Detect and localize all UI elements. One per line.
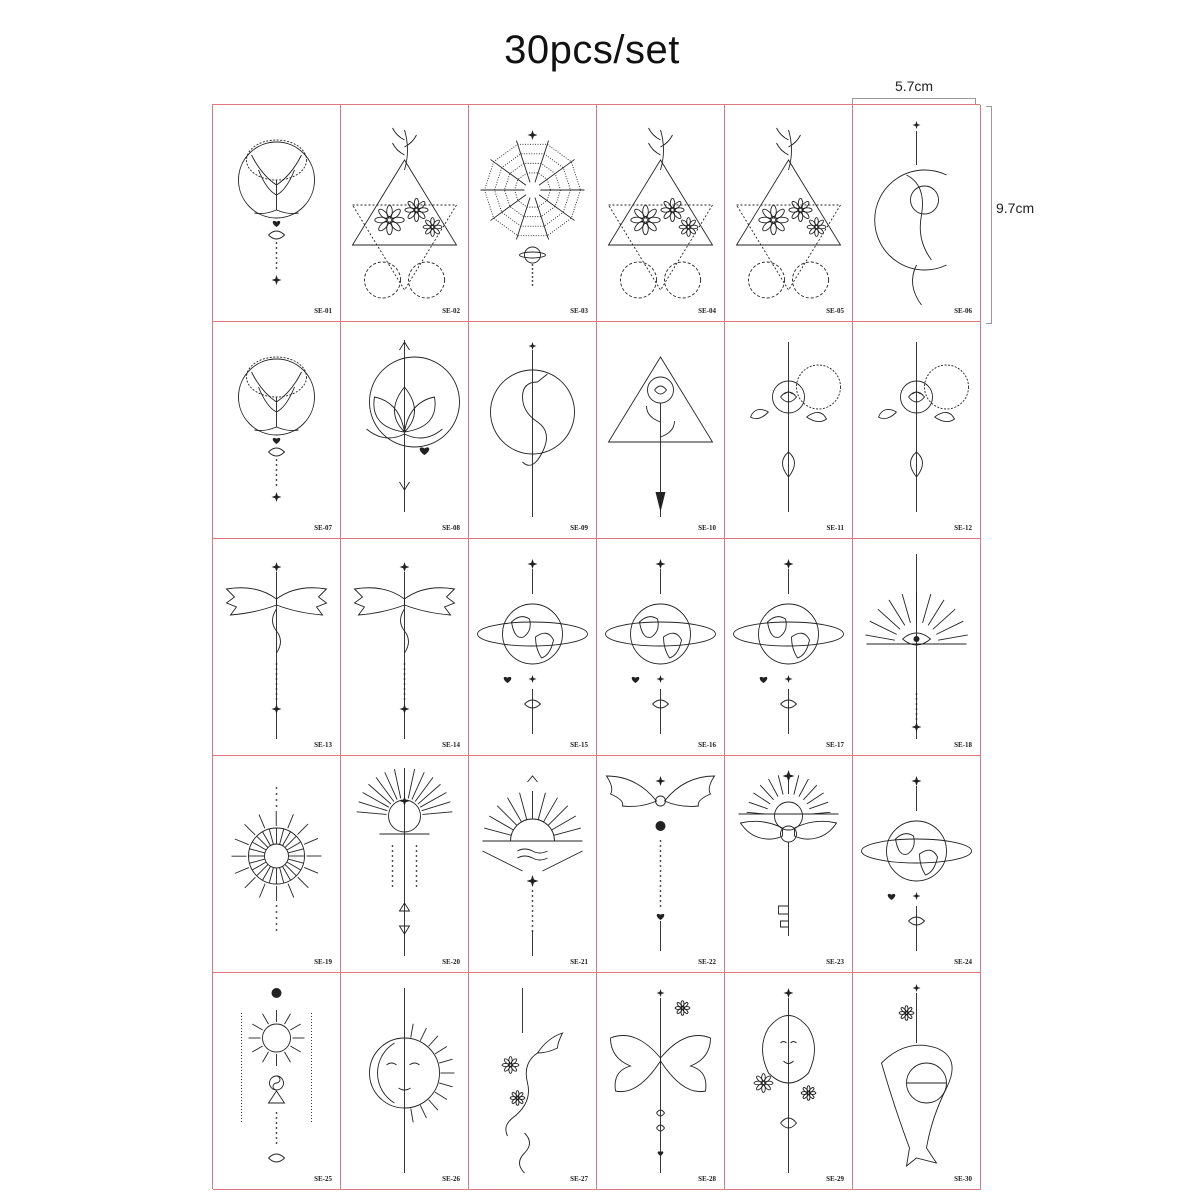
hummingbird-illustration	[469, 973, 596, 1189]
rose-illustration	[853, 322, 980, 538]
tattoo-design-card	[725, 105, 853, 322]
planet-earth-illustration	[853, 756, 980, 972]
tattoo-design-card	[469, 756, 597, 973]
planet-earth-illustration	[597, 539, 724, 755]
wings-illustration	[597, 756, 724, 972]
tattoo-design-card	[213, 973, 341, 1190]
design-code-label: SE-08	[442, 524, 460, 532]
tattoo-design-card	[469, 105, 597, 322]
tattoo-design-card	[469, 539, 597, 756]
lotus-illustration	[341, 322, 468, 538]
design-code-label: SE-10	[698, 524, 716, 532]
tattoo-design-card	[341, 756, 469, 973]
tattoo-design-card	[341, 539, 469, 756]
mandala-web-illustration	[469, 105, 596, 321]
moon-face-illustration	[853, 105, 980, 321]
tattoo-design-card	[597, 756, 725, 973]
tattoo-design-card	[469, 322, 597, 539]
dragon-illustration	[213, 539, 340, 755]
tattoo-design-card	[725, 539, 853, 756]
rose-triangle-illustration	[597, 322, 724, 538]
sun-illustration	[213, 756, 340, 972]
dolphin-illustration	[853, 973, 980, 1189]
design-code-label: SE-16	[698, 741, 716, 749]
sun-moon-face-illustration	[341, 973, 468, 1189]
tattoo-design-card	[597, 105, 725, 322]
butterfly-illustration	[597, 973, 724, 1189]
tattoo-design-card	[853, 756, 981, 973]
design-code-label: SE-07	[314, 524, 332, 532]
lion-illustration	[725, 973, 852, 1189]
design-code-label: SE-21	[570, 958, 588, 966]
tattoo-design-card	[341, 973, 469, 1190]
tattoo-design-card	[341, 322, 469, 539]
sunset-illustration	[469, 756, 596, 972]
design-code-label: SE-26	[442, 1175, 460, 1183]
design-code-label: SE-03	[570, 307, 588, 315]
design-code-label: SE-28	[698, 1175, 716, 1183]
design-code-label: SE-24	[954, 958, 972, 966]
tree-of-life-illustration	[213, 105, 340, 321]
tattoo-design-card	[341, 105, 469, 322]
tattoo-design-card	[213, 539, 341, 756]
design-code-label: SE-05	[826, 307, 844, 315]
design-code-label: SE-27	[570, 1175, 588, 1183]
tattoo-design-card	[725, 973, 853, 1190]
design-code-label: SE-14	[442, 741, 460, 749]
width-dimension-label: 5.7cm	[894, 78, 934, 94]
tattoo-design-card	[725, 322, 853, 539]
tattoo-design-grid	[212, 104, 980, 1189]
design-code-label: SE-04	[698, 307, 716, 315]
tattoo-design-card	[853, 105, 981, 322]
planet-earth-illustration	[725, 539, 852, 755]
sun-dreamcatcher-illustration	[213, 973, 340, 1189]
design-code-label: SE-18	[954, 741, 972, 749]
planet-earth-illustration	[469, 539, 596, 755]
tattoo-design-card	[213, 105, 341, 322]
design-code-label: SE-11	[826, 524, 844, 532]
tattoo-design-card	[597, 973, 725, 1190]
winged-key-illustration	[725, 756, 852, 972]
tree-of-life-illustration	[213, 322, 340, 538]
tattoo-design-card	[853, 322, 981, 539]
rose-illustration	[725, 322, 852, 538]
seahorse-illustration	[469, 322, 596, 538]
height-dimension-line	[986, 106, 992, 324]
design-code-label: SE-25	[314, 1175, 332, 1183]
eye-sunburst-illustration	[853, 539, 980, 755]
flower-triangle-illustration	[725, 105, 852, 321]
design-code-label: SE-02	[442, 307, 460, 315]
design-code-label: SE-15	[570, 741, 588, 749]
page-title: 30pcs/set	[504, 28, 680, 72]
design-code-label: SE-06	[954, 307, 972, 315]
dragon-illustration	[341, 539, 468, 755]
tattoo-design-card	[213, 322, 341, 539]
design-code-label: SE-29	[826, 1175, 844, 1183]
flower-triangle-illustration	[341, 105, 468, 321]
design-code-label: SE-12	[954, 524, 972, 532]
design-code-label: SE-01	[314, 307, 332, 315]
sunburst-sword-illustration	[341, 756, 468, 972]
design-code-label: SE-19	[314, 958, 332, 966]
design-code-label: SE-30	[954, 1175, 972, 1183]
tattoo-design-card	[853, 973, 981, 1190]
height-dimension-label: 9.7cm	[996, 200, 1035, 216]
tattoo-design-card	[853, 539, 981, 756]
design-code-label: SE-13	[314, 741, 332, 749]
design-code-label: SE-17	[826, 741, 844, 749]
design-code-label: SE-23	[826, 958, 844, 966]
tattoo-design-card	[597, 539, 725, 756]
tattoo-design-card	[213, 756, 341, 973]
design-code-label: SE-20	[442, 958, 460, 966]
flower-triangle-illustration	[597, 105, 724, 321]
tattoo-design-card	[725, 756, 853, 973]
design-code-label: SE-09	[570, 524, 588, 532]
tattoo-design-card	[469, 973, 597, 1190]
design-code-label: SE-22	[698, 958, 716, 966]
tattoo-design-card	[597, 322, 725, 539]
